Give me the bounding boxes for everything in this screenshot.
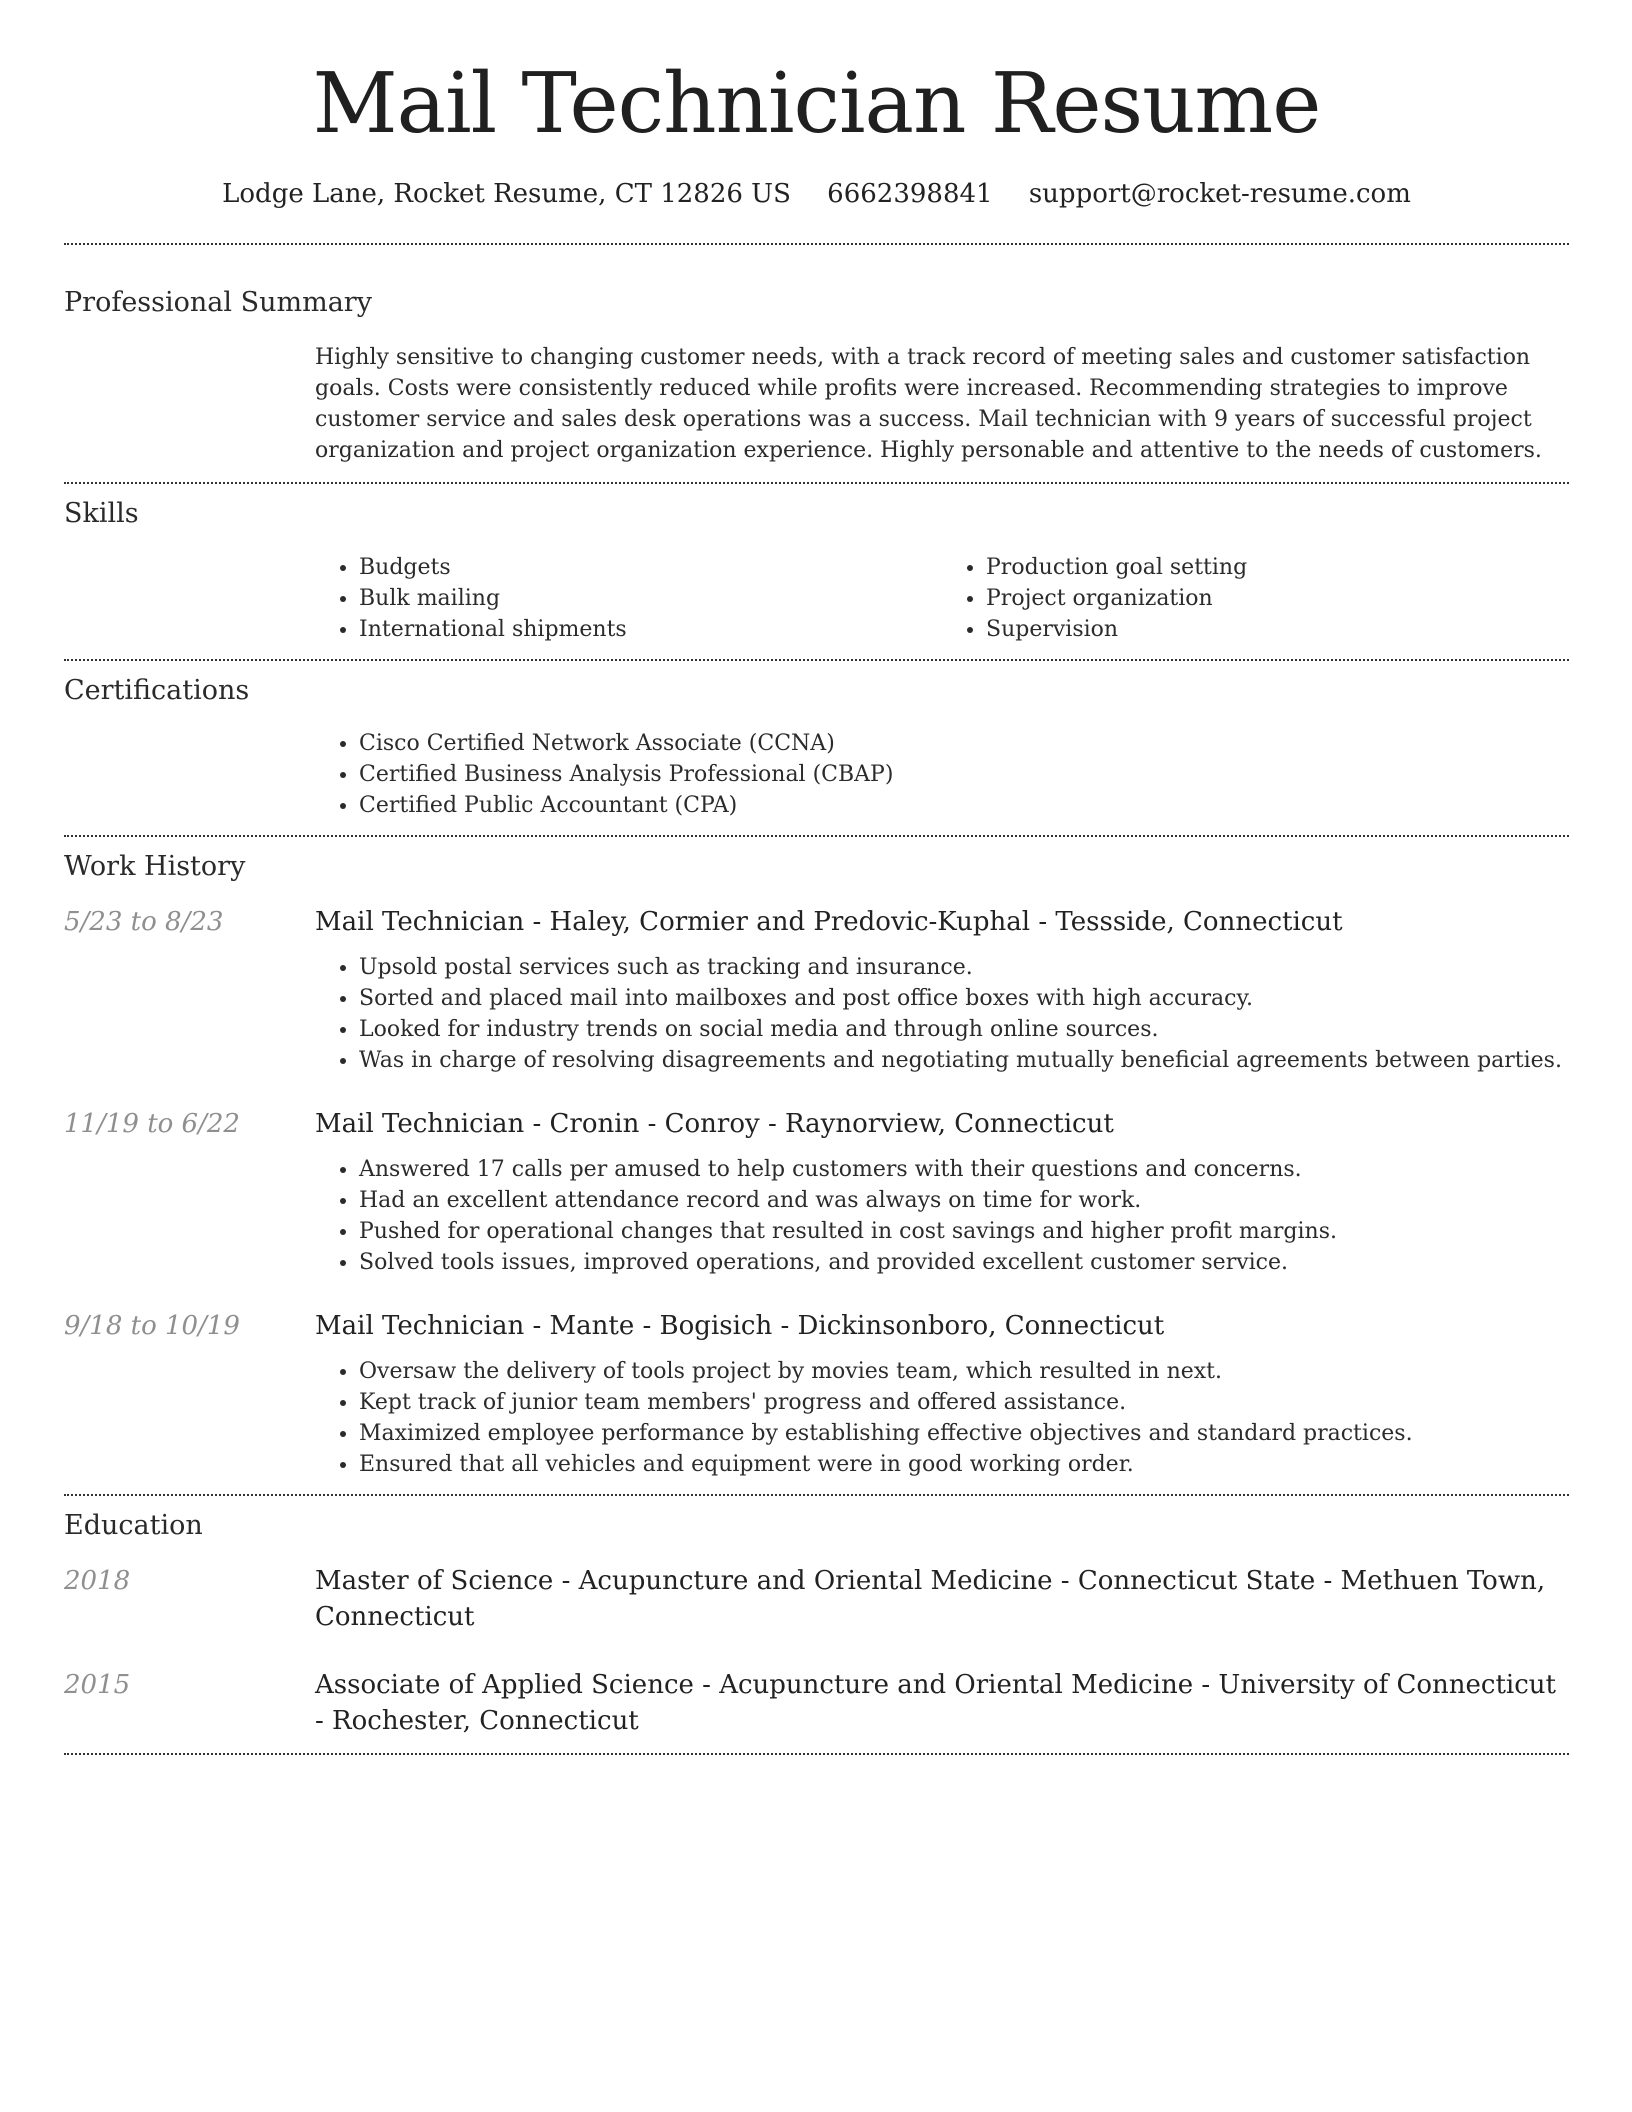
job-bullet: • Answered 17 calls per amused to help customers with their questions and concerns. <box>359 1154 1569 1185</box>
skill-item: • Budgets <box>359 552 942 583</box>
education-year: 2015 <box>64 1669 131 1700</box>
job-bullet: • Oversaw the delivery of tools project by movies team, which resulted in next. <box>359 1356 1569 1387</box>
job-entry <box>64 904 1569 1076</box>
skills-list-right <box>942 552 1569 645</box>
job-bullet: • Was in charge of resolving disagreements and negotiating mutually beneficial agreements between parties. <box>359 1045 1569 1076</box>
work-history-section <box>64 837 1569 1480</box>
education-degree: Associate of Applied Science - Acupuncture and Oriental Medicine - University of Connecticut - Rochester, Connecticut <box>315 1669 1557 1736</box>
contact-email: support@rocket-resume.com <box>1028 178 1411 209</box>
contact-line <box>64 178 1569 212</box>
skills-list-left <box>315 552 942 645</box>
skills-heading: Skills <box>64 498 139 530</box>
job-entry <box>64 1106 1569 1278</box>
skill-item: • Production goal setting <box>986 552 1569 583</box>
summary-section <box>64 245 1569 482</box>
job-title: Mail Technician - Haley, Cormier and Predovic-Kuphal - Tessside, Connecticut <box>315 906 1343 937</box>
job-entry <box>64 1308 1569 1480</box>
job-bullet: • Sorted and placed mail into mailboxes and post office boxes with high accuracy. <box>359 983 1569 1014</box>
education-section <box>64 1496 1569 1739</box>
job-bullet: • Maximized employee performance by establishing effective objectives and standard practices. <box>359 1418 1569 1449</box>
contact-address: Lodge Lane, Rocket Resume, CT 12826 US <box>222 178 791 209</box>
certification-item: • Certified Public Accountant (CPA) <box>359 790 1569 821</box>
job-dates: 5/23 to 8/23 <box>64 906 224 937</box>
skill-item: • Supervision <box>986 614 1569 645</box>
education-entry <box>64 1667 1569 1739</box>
certification-item: • Certified Business Analysis Professional (CBAP) <box>359 759 1569 790</box>
job-bullet: • Ensured that all vehicles and equipment were in good working order. <box>359 1449 1569 1480</box>
job-bullets <box>315 1154 1569 1278</box>
job-bullet: • Upsold postal services such as tracking and insurance. <box>359 952 1569 983</box>
resume-title: Mail Technician Resume <box>312 55 1321 152</box>
contact-phone: 6662398841 <box>827 178 993 209</box>
job-title: Mail Technician - Cronin - Conroy - Raynorview, Connecticut <box>315 1108 1114 1139</box>
summary-heading: Professional Summary <box>64 287 372 319</box>
job-dates: 9/18 to 10/19 <box>64 1310 240 1341</box>
skill-item: • Bulk mailing <box>359 583 942 614</box>
job-bullet: • Pushed for operational changes that resulted in cost savings and higher profit margins. <box>359 1216 1569 1247</box>
education-heading: Education <box>64 1509 203 1541</box>
job-bullet: • Had an excellent attendance record and was always on time for work. <box>359 1185 1569 1216</box>
summary-text: Highly sensitive to changing customer needs, with a track record of meeting sales and customer satisfaction goals. Costs were consistently reduced while profits were increased. Recommending strategies to improve customer service and sales desk operations was a success. Mail technician with 9 years of successful project organization and project organization experience. Highly personable and attentive to the needs of customers. <box>315 345 1542 464</box>
skills-section <box>64 484 1569 658</box>
work-history-heading: Work History <box>64 850 246 882</box>
education-year: 2018 <box>64 1565 131 1596</box>
skill-item: • Project organization <box>986 583 1569 614</box>
job-dates: 11/19 to 6/22 <box>64 1108 240 1139</box>
job-bullets <box>315 952 1569 1076</box>
resume-page <box>64 0 1569 1755</box>
skill-item: • International shipments <box>359 614 942 645</box>
job-bullets <box>315 1356 1569 1480</box>
certification-item: • Cisco Certified Network Associate (CCNA) <box>359 728 1569 759</box>
education-entry <box>64 1563 1569 1635</box>
divider <box>64 1753 1569 1755</box>
job-bullet: • Kept track of junior team members' progress and offered assistance. <box>359 1387 1569 1418</box>
certifications-list <box>315 728 1569 821</box>
certifications-section <box>64 661 1569 835</box>
job-bullet: • Looked for industry trends on social media and through online sources. <box>359 1014 1569 1045</box>
certifications-heading: Certifications <box>64 674 250 706</box>
job-bullet: • Solved tools issues, improved operations, and provided excellent customer service. <box>359 1247 1569 1278</box>
job-title: Mail Technician - Mante - Bogisich - Dickinsonboro, Connecticut <box>315 1310 1165 1341</box>
education-degree: Master of Science - Acupuncture and Oriental Medicine - Connecticut State - Methuen Town, Connecticut <box>315 1565 1546 1632</box>
